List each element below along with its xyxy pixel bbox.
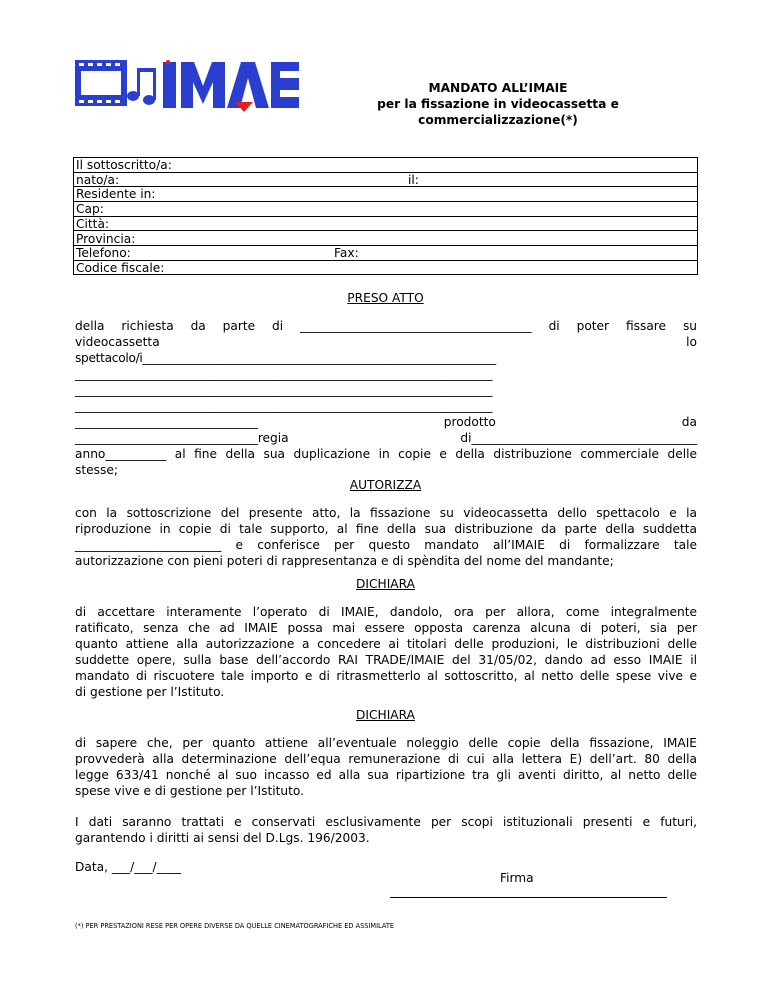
label-citta: Città: — [76, 216, 110, 231]
title-line-2: per la fissazione in videocassetta e — [377, 97, 619, 111]
paragraph-preso-atto — [75, 318, 697, 478]
label-fax: Fax: — [334, 246, 359, 261]
row-sottoscritto — [74, 158, 697, 173]
label-codice-fiscale: Codice fiscale: — [76, 260, 165, 275]
line: videocassetta lo — [75, 335, 697, 349]
row-telefono — [74, 246, 697, 261]
paragraph-privacy — [75, 814, 697, 846]
imaie-logo — [75, 56, 299, 112]
line: di accettare interamente l’operato di IMAIE, dandolo, ora per allora, come integralmente — [75, 605, 697, 619]
row-cap — [74, 202, 697, 217]
line: ratificato, senza che ad IMAIE possa mai essere opposta carenza alcuna di poteri, sia per — [75, 621, 697, 635]
label-il: il: — [408, 172, 419, 187]
label-cap: Cap: — [76, 202, 104, 217]
line: mandato di riscuotere tale importo e di ritrasmetterlo al sottoscritto, al netto delle spese vive e — [75, 669, 697, 683]
document-title — [355, 80, 641, 128]
footnote: (*) PER PRESTAZIONI RESE PER OPERE DIVERSE DA QUELLE CINEMATOGRAFICHE ED ASSIMILATE — [75, 922, 395, 930]
line: spese vive e di gestione per l’Istituto. — [75, 784, 305, 798]
label-telefono: Telefono: — [76, 246, 131, 261]
line: della richiesta da parte di ______________________________________ di poter fissare su — [75, 319, 698, 333]
line: suddette opere, sulla base dell’accordo RAI TRADE/IMAIE del 31/05/02, dando ad esso IMAIE il — [75, 653, 697, 667]
heading-dichiara-2: DICHIARA — [356, 708, 415, 722]
line: di gestione per l’Istituto. — [75, 685, 225, 699]
signature-label: Firma — [500, 871, 534, 885]
row-nato — [74, 173, 697, 188]
row-residente — [74, 187, 697, 202]
signature-line — [390, 897, 667, 898]
row-citta — [74, 217, 697, 232]
line: quanto attiene alla autorizzazione a concedere ai titolari delle produzioni, le distribuzioni delle — [75, 637, 697, 651]
line: spettacolo/i_____________________________________________________________ — [75, 351, 496, 365]
line: ______________________________regia di_____________________________________ — [75, 431, 697, 445]
row-provincia — [74, 232, 697, 247]
line: legge 633/41 nonché al suo incasso ed alla sua ripartizione tra gli aventi diritto, al netto delle — [75, 768, 697, 782]
line: ______________________________ prodotto da — [75, 415, 697, 429]
title-line-3: commercializzazione(*) — [418, 113, 578, 127]
paragraph-dichiara-1 — [75, 604, 697, 700]
line: garantendo i diritti ai sensi del D.Lgs. 196/2003. — [75, 831, 370, 845]
label-provincia: Provincia: — [76, 231, 136, 246]
line: ________________________ e conferisce per questo mandato all’IMAIE di formalizzare tale — [75, 538, 697, 552]
line: ________________________________________________________________________ — [75, 383, 493, 397]
row-codice-fiscale — [74, 261, 697, 276]
line: riproduzione in copie di tale supporto, al fine della sua distribuzione da parte della suddetta — [75, 522, 697, 536]
label-nato: nato/a: — [76, 172, 120, 187]
line: stesse; — [75, 463, 118, 477]
date-field: Data, ___/___/____ — [75, 860, 181, 874]
heading-autorizza: AUTORIZZA — [349, 478, 422, 492]
line: ________________________________________________________________________ — [75, 399, 493, 413]
paragraph-autorizza — [75, 505, 697, 569]
heading-dichiara-1: DICHIARA — [356, 577, 415, 591]
label-sottoscritto: Il sottoscritto/a: — [76, 158, 172, 172]
line: ________________________________________________________________________ — [75, 367, 493, 381]
title-line-1: MANDATO ALL’IMAIE — [428, 81, 568, 95]
heading-preso-atto: PRESO ATTO — [347, 291, 424, 305]
line: autorizzazione con pieni poteri di rappresentanza e di spèndita del nome del mandante; — [75, 554, 614, 568]
label-residente: Residente in: — [76, 187, 156, 202]
line: provvederà alla determinazione dell’equa remunerazione di cui alla lettera E) dell’art. 80 della — [75, 752, 697, 766]
line: con la sottoscrizione del presente atto, la fissazione su videocassetta dello spettacolo e la — [75, 506, 697, 520]
line: di sapere che, per quanto attiene all’eventuale noleggio delle copie della fissazione, IMAIE — [75, 736, 697, 750]
paragraph-dichiara-2 — [75, 735, 697, 799]
line: I dati saranno trattati e conservati esclusivamente per scopi istituzionali presenti e futuri, — [75, 815, 697, 829]
identity-table — [73, 157, 698, 275]
line: anno__________ al fine della sua duplicazione in copie e della distribuzione commerciale delle — [75, 447, 697, 461]
